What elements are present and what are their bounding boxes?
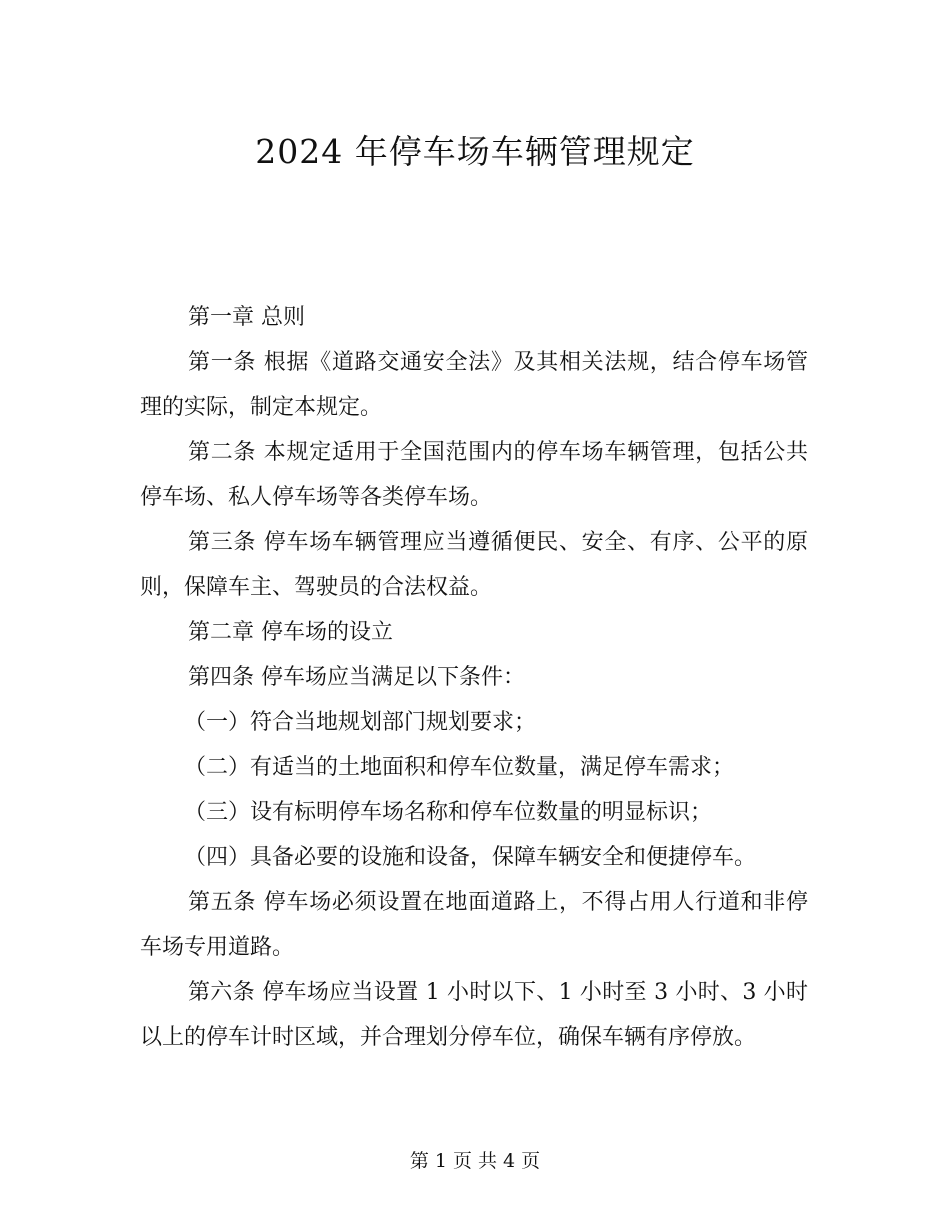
document-title: 2024 年停车场车辆管理规定 — [255, 132, 695, 171]
page-number: 第 1 页 共 4 页 — [409, 1150, 541, 1172]
list-item: （一）符合当地规划部门规划要求； — [184, 710, 537, 735]
list-item: （三）设有标明停车场名称和停车位数量的明显标识； — [184, 800, 713, 825]
article-paragraph: 第三条 停车场车辆管理应当遵循便民、安全、有序、公平的原则，保障车主、驾驶员的合法权益。 — [140, 530, 808, 600]
article-paragraph: 第二条 本规定适用于全国范围内的停车场车辆管理，包括公共停车场、私人停车场等各类停车场。 — [140, 440, 808, 510]
document-body — [140, 295, 808, 1060]
list-item: （二）有适当的土地面积和停车位数量，满足停车需求； — [184, 755, 735, 780]
article-paragraph: 第四条 停车场应当满足以下条件： — [188, 665, 525, 690]
list-item: （四）具备必要的设施和设备，保障车辆安全和便捷停车。 — [184, 845, 757, 870]
article-paragraph: 第六条 停车场应当设置 1 小时以下、1 小时至 3 小时、3 小时以上的停车计时区域，并合理划分停车位，确保车辆有序停放。 — [140, 980, 808, 1050]
chapter-heading: 第二章 停车场的设立 — [188, 620, 393, 645]
chapter-heading: 第一章 总则 — [188, 305, 305, 330]
article-paragraph: 第五条 停车场必须设置在地面道路上，不得占用人行道和非停车场专用道路。 — [140, 890, 808, 960]
article-paragraph: 第一条 根据《道路交通安全法》及其相关法规，结合停车场管理的实际，制定本规定。 — [140, 350, 808, 420]
